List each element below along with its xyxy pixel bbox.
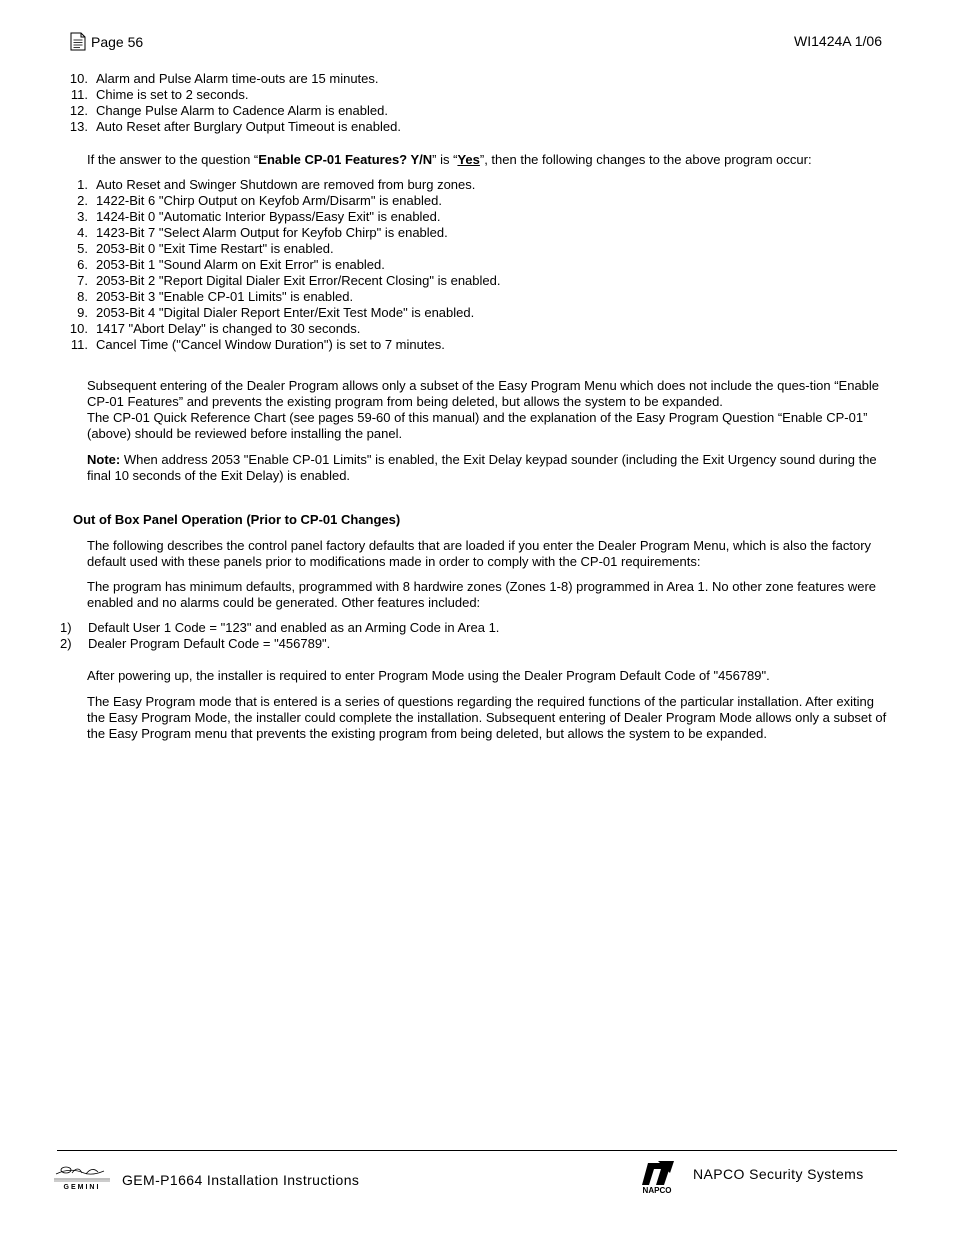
features-list [60, 620, 890, 652]
defaults-paragraph: The following describes the control panel factory defaults that are loaded if you enter the Dealer Program Menu, which is also the factory default used with these panels prior to modifications made in order to comply with the CP-01 requirements: [87, 538, 872, 569]
list-item: 9. 2053-Bit 4 "Digital Dialer Report Enter/Exit Test Mode" is enabled. [77, 305, 475, 320]
continued-list [60, 71, 890, 135]
changes-list [60, 177, 890, 353]
page-content [60, 71, 890, 742]
question-paragraph: If the answer to the question “Enable CP-01 Features? Y/N” is “Yes”, then the following changes to the above program occur: [87, 152, 812, 167]
subsequent-paragraph: Subsequent entering of the Dealer Program allows only a subset of the Easy Program Menu which does not include the ques-tion “Enable CP-01 Features” and prevents the existing program from being deleted, but allows the system to be expanded. [87, 378, 880, 409]
list-item: 1. Auto Reset and Swinger Shutdown are removed from burg zones. [77, 177, 476, 192]
gemini-logo-text: GEMINI [63, 1184, 101, 1191]
list-item: 4. 1423-Bit 7 "Select Alarm Output for Keyfob Chirp" is enabled. [77, 225, 448, 240]
list-item: 11. Chime is set to 2 seconds. [70, 87, 249, 102]
list-item: 1) Default User 1 Code = "123" and enabled as an Arming Code in Area 1. [60, 620, 500, 635]
list-item: 5. 2053-Bit 0 "Exit Time Restart" is enabled. [77, 241, 334, 256]
napco-logo [634, 1157, 680, 1195]
footer-divider [57, 1150, 897, 1151]
list-item: 3. 1424-Bit 0 "Automatic Interior Bypass/Easy Exit" is enabled. [77, 209, 441, 224]
napco-logo-text: NAPCO [642, 1186, 672, 1195]
list-item: 13. Auto Reset after Burglary Output Timeout is enabled. [69, 119, 401, 134]
list-item: 12. Change Pulse Alarm to Cadence Alarm is enabled. [69, 103, 388, 118]
list-item: 10. Alarm and Pulse Alarm time-outs are 15 minutes. [69, 71, 379, 86]
powering-up-paragraph: After powering up, the installer is required to enter Program Mode using the Dealer Program Default Code of "456789". [87, 668, 770, 683]
list-item: 2. 1422-Bit 6 "Chirp Output on Keyfob Arm/Disarm" is enabled. [77, 193, 442, 208]
list-item: 11. Cancel Time ("Cancel Window Duration") is set to 7 minutes. [70, 337, 445, 352]
minimum-defaults-paragraph: The program has minimum defaults, programmed with 8 hardwire zones (Zones 1-8) programmed in Area 1. No other zone features were enabled and no alarms could be generated. Other features included: [87, 579, 877, 610]
list-item: 2) Dealer Program Default Code = "456789". [60, 636, 331, 651]
reference-paragraph: The CP-01 Quick Reference Chart (see pages 59-60 of this manual) and the explanation of the Easy Program Question “Enable CP-01” (above) should be reviewed before installing the panel. [87, 410, 868, 441]
list-item: 7. 2053-Bit 2 "Report Digital Dialer Exit Error/Recent Closing" is enabled. [77, 273, 501, 288]
page-number: Page 56 [91, 33, 144, 50]
footer-manual-title: GEM-P1664 Installation Instructions [122, 1172, 360, 1188]
document-page-icon [70, 32, 86, 51]
list-item: 8. 2053-Bit 3 "Enable CP-01 Limits" is enabled. [77, 289, 354, 304]
list-item: 10. 1417 "Abort Delay" is changed to 30 seconds. [69, 321, 361, 336]
note-paragraph: Note: When address 2053 "Enable CP-01 Limits" is enabled, the Exit Delay keypad sounder (including the Exit Urgency sound during the final 10 seconds of the Exit Delay) is enabled. [87, 452, 877, 483]
list-item: 6. 2053-Bit 1 "Sound Alarm on Exit Error" is enabled. [77, 257, 385, 272]
section-title: Out of Box Panel Operation (Prior to CP-01 Changes) [73, 512, 401, 527]
note-label: Note: [87, 452, 121, 467]
document-id: WI1424A 1/06 [794, 33, 882, 49]
page-header-left [70, 32, 143, 51]
gemini-logo [52, 1161, 112, 1191]
footer-company-name: NAPCO Security Systems [693, 1166, 864, 1182]
easy-program-paragraph: The Easy Program mode that is entered is a series of questions regarding the required functions of the particular installation. After exiting the Easy Program Mode, the installer could complete the installation. Subsequent entering of Dealer Program Mode allows only a subset of the Easy Program menu that prevents the existing program from being deleted, but allows the system to be expanded. [87, 694, 887, 741]
